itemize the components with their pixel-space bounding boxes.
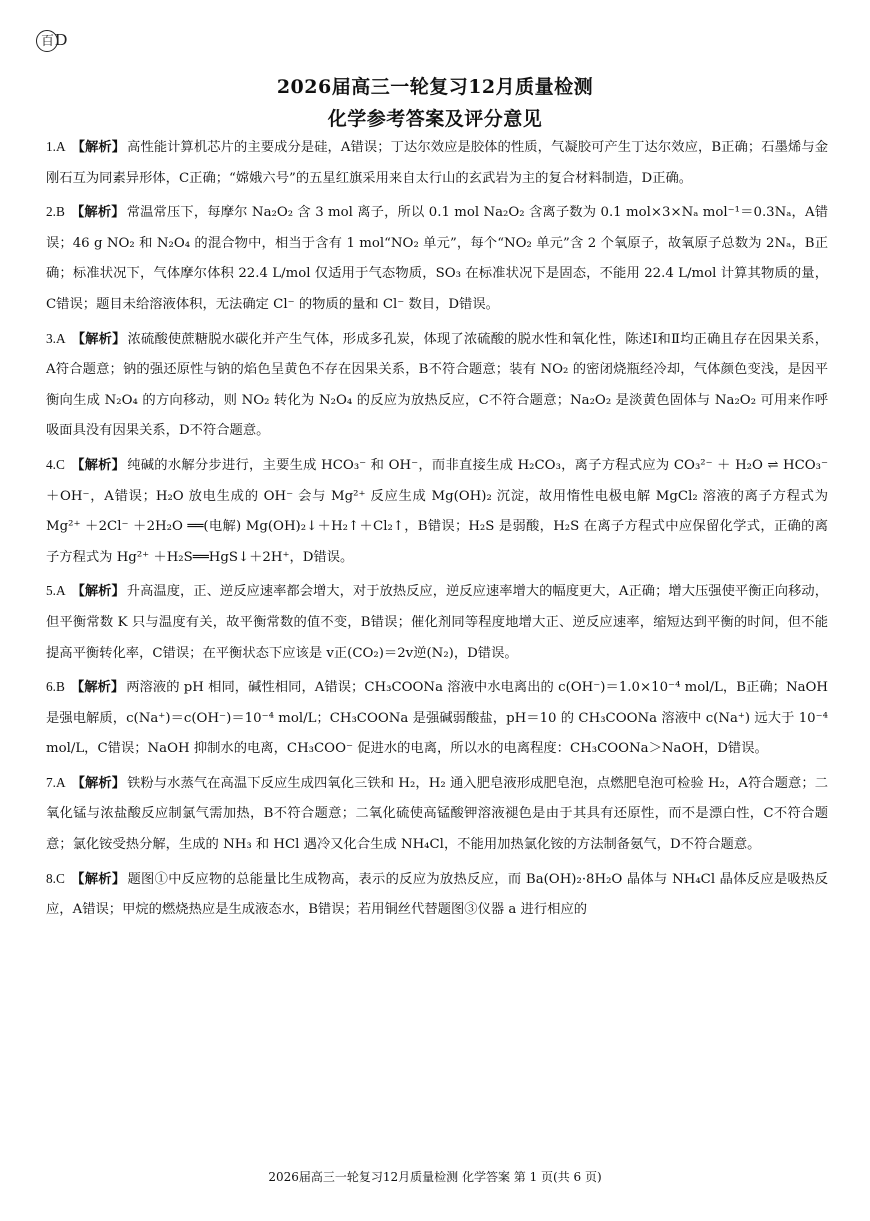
corner-logo: [36, 30, 66, 52]
analysis-tag: 【解析】: [70, 680, 125, 696]
analysis-tag: 【解析】: [70, 871, 126, 887]
answer-text: 题图①中反应物的总能量比生成物高，表示的反应为放热反应，而 Ba(OH)₂·8H₂O 晶体与 NH₄Cl 晶体反应是吸热反应，A错误；甲烷的燃烧热应是生成液态水，B错误；若用铜丝代替题图③仪器 a 进行相应的: [46, 871, 828, 918]
analysis-tag: 【解析】: [70, 457, 126, 473]
answer-item-6: [46, 672, 828, 765]
answer-list: [46, 132, 828, 929]
answer-item-1: [46, 132, 828, 194]
answer-text: 两溶液的 pH 相同，碱性相同，A错误；CH₃COONa 溶液中水电离出的 c(OH⁻)＝1.0×10⁻⁴ mol/L，B正确；NaOH 是强电解质，c(Na⁺)＝c(OH⁻)＝10⁻⁴ mol/L；CH₃COONa 是强碱弱酸盐，pH＝10 的 CH₃COONa 溶液中 c(Na⁺) 远大于 10⁻⁴ mol/L，C错误；NaOH 抑制水的电离，CH₃COO⁻ 促进水的电离，所以水的电离程度：CH₃COONa＞NaOH，D错误。: [46, 680, 829, 757]
analysis-tag: 【解析】: [71, 331, 126, 347]
answer-item-4: [46, 450, 828, 573]
analysis-tag: 【解析】: [71, 140, 126, 155]
analysis-tag: 【解析】: [70, 205, 125, 221]
answer-number: 7.A: [46, 774, 66, 790]
answer-text: 纯碱的水解分步进行，主要生成 HCO₃⁻ 和 OH⁻，而非直接生成 H₂CO₃，离子方程式应为 CO₃²⁻ ＋ H₂O ⇌ HCO₃⁻ ＋OH⁻，A错误；H₂O 放电生成的 OH⁻ 会与 Mg²⁺ 反应生成 Mg(OH)₂ 沉淀，故用惰性电极电解 MgCl₂ 溶液的离子方程式为 Mg²⁺ ＋2Cl⁻ ＋2H₂O ══(电解) Mg(OH)₂↓＋H₂↑＋Cl₂↑，B错误；H₂S 是弱酸，H₂S 在离子方程式中应保留化学式，正确的离子方程式为 Hg²⁺ ＋H₂S══HgS↓＋2H⁺，D错误。: [46, 457, 828, 565]
circle-logo-icon: 百: [36, 30, 58, 52]
answer-item-5: [46, 576, 828, 669]
answer-text: 高性能计算机芯片的主要成分是硅，A错误；丁达尔效应是胶体的性质，气凝胶可产生丁达尔效应，B正确；石墨烯与金刚石互为同素异形体，C正确；“嫦娥六号”的五星红旗采用来自太行山的玄武岩为主的复合材料制造，D正确。: [46, 140, 828, 186]
answer-number: 4.C: [46, 456, 65, 472]
answer-number: 5.A: [46, 583, 66, 599]
page-subtitle: 化学参考答案及评分意见: [327, 108, 543, 130]
answer-item-3: [46, 324, 828, 447]
page-footer: 2026届高三一轮复习12月质量检测 化学答案 第 1 页(共 6 页): [268, 1170, 602, 1184]
answer-number: 8.C: [46, 870, 65, 886]
answer-text: 铁粉与水蒸气在高温下反应生成四氧化三铁和 H₂，H₂ 通入肥皂液形成肥皂泡，点燃肥皂泡可检验 H₂，A符合题意；二氧化锰与浓盐酸反应制氯气需加热，B不符合题意；二氧化硫使高锰酸钾溶液褪色是由于其具有还原性，而不是漂白性，C不符合题意；氯化铵受热分解，生成的 NH₃ 和 HCl 遇冷又化合生成 NH₄Cl，不能用加热氯化铵的方法制备氨气，D不符合题意。: [46, 775, 829, 853]
answer-number: 3.A: [46, 330, 66, 346]
analysis-tag: 【解析】: [71, 775, 126, 791]
page-title: 2026届高三一轮复习12月质量检测: [276, 76, 594, 98]
answer-text: 升高温度，正、逆反应速率都会增大，对于放热反应，逆反应速率增大的幅度更大，A正确；增大压强使平衡正向移动，但平衡常数 K 只与温度有关，故平衡常数的值不变，B错误；催化剂同等程度地增大正、逆反应速率，缩短达到平衡的时间，但不能提高平衡转化率，C错误；在平衡状态下应该是 v正(CO₂)＝2v逆(N₂)，D错误。: [46, 584, 829, 661]
answer-item-2: [46, 197, 828, 320]
corner-letter: D: [55, 30, 67, 49]
answer-text: 常温常压下，每摩尔 Na₂O₂ 含 3 mol 离子，所以 0.1 mol Na₂O₂ 含离子数为 0.1 mol×3×Nₐ mol⁻¹＝0.3Nₐ，A错误；46 g NO₂ 和 N₂O₄ 的混合物中，相当于含有 1 mol“NO₂ 单元”，每个“NO₂ 单元”含 2 个氧原子，故氧原子总数为 2Nₐ，B正确；标准状况下，气体摩尔体积 22.4 L/mol 仅适用于气态物质，SO₃ 在标准状况下是固态，不能用 22.4 L/mol 计算其物质的量，C错误；题目未给溶液体积，无法确定 Cl⁻ 的物质的量和 Cl⁻ 数目，D错误。: [46, 205, 829, 312]
answer-number: 6.B: [46, 679, 65, 695]
analysis-tag: 【解析】: [71, 584, 125, 600]
answer-text: 浓硫酸使蔗糖脱水碳化并产生气体，形成多孔炭，体现了浓硫酸的脱水性和氧化性，陈述Ⅰ和Ⅱ均正确且存在因果关系，A符合题意；钠的强还原性与钠的焰色呈黄色不存在因果关系，B不符合题意；装有 NO₂ 的密闭烧瓶经冷却，气体颜色变浅，是因平衡向生成 N₂O₄ 的方向移动，则 NO₂ 转化为 N₂O₄ 的反应为放热反应，C不符合题意；Na₂O₂ 是淡黄色固体与 Na₂O₂ 可用来作呼吸面具没有因果关系，D不符合题意。: [46, 331, 829, 439]
answer-item-7: [46, 768, 828, 861]
answer-number: 1.A: [46, 139, 66, 154]
answer-item-8: [46, 864, 828, 926]
answer-number: 2.B: [46, 204, 65, 220]
